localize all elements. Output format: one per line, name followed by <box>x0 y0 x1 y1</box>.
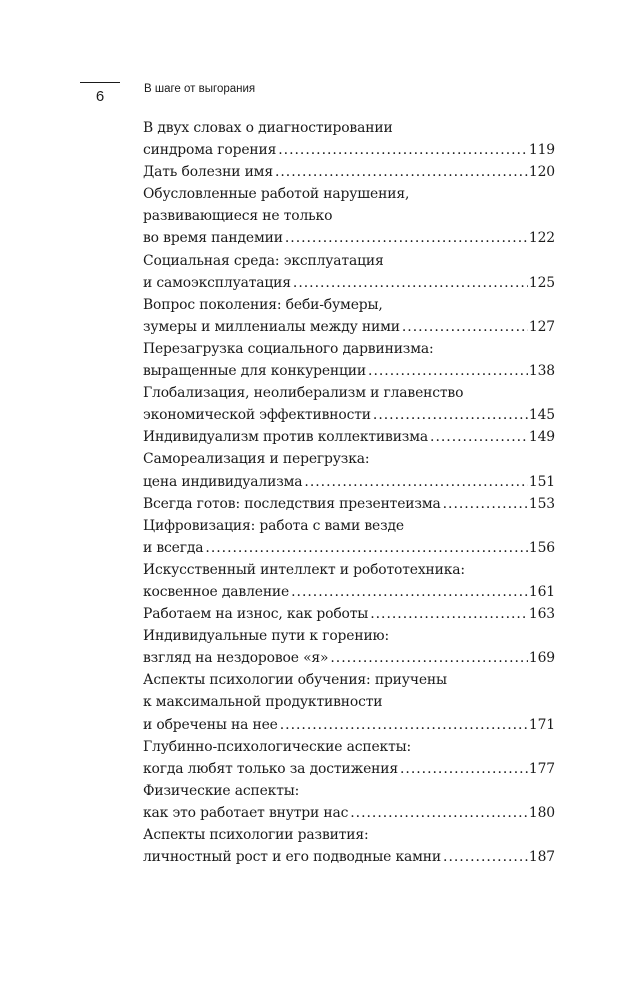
toc-entry-title-line: и самоэксплуатация <box>143 274 291 291</box>
toc-entry-title-line: Всегда готов: последствия презентеизма <box>143 495 441 512</box>
toc-entry-page-number: 177 <box>528 760 555 777</box>
toc-entry-title-line: Физические аспекты: <box>143 782 300 799</box>
dot-leader <box>304 471 528 493</box>
toc-entry-last-line <box>143 603 555 625</box>
toc-entry-page-number: 149 <box>528 429 555 446</box>
toc-entry[interactable] <box>143 382 555 426</box>
dot-leader <box>400 758 528 780</box>
toc-entry-page-number: 171 <box>528 716 555 733</box>
dot-leader <box>285 227 528 249</box>
dot-leader <box>443 493 528 515</box>
toc-entry[interactable] <box>143 603 555 625</box>
toc-entry-title-line: и всегда <box>143 539 204 556</box>
toc-entry-last-line <box>143 714 555 736</box>
dot-leader <box>278 139 528 161</box>
toc-entry[interactable] <box>143 448 555 492</box>
toc-entry[interactable] <box>143 736 555 780</box>
dot-leader <box>443 846 528 868</box>
toc-entry-title-line: к максимальной продуктивности <box>143 694 383 711</box>
toc-entry-last-line <box>143 404 555 426</box>
dot-leader <box>373 404 528 426</box>
toc-entry-title-line: личностный рост и его подводные камни <box>143 849 442 866</box>
toc-entry-title-line: взгляд на нездоровое «я» <box>143 650 329 667</box>
toc-entry[interactable] <box>143 780 555 824</box>
toc-entry-title-line: зумеры и миллениалы между ними <box>143 318 400 335</box>
toc-entry[interactable] <box>143 426 555 448</box>
toc-entry-page-number: 145 <box>528 407 555 424</box>
toc-entry-page-number: 161 <box>528 583 555 600</box>
page-number: 6 <box>95 88 105 105</box>
toc-entry-page-number: 187 <box>528 849 555 866</box>
toc-entry-page-number: 138 <box>528 363 555 380</box>
toc-entry[interactable] <box>143 824 555 868</box>
dot-leader <box>205 537 528 559</box>
toc-entry-page-number: 122 <box>528 230 555 247</box>
toc-entry-title-line: Вопрос поколения: беби-бумеры, <box>143 296 383 313</box>
toc-entry-last-line <box>143 471 555 493</box>
toc-entry-last-line <box>143 272 555 294</box>
toc-entry-page-number: 180 <box>528 804 555 821</box>
toc-entry-last-line <box>143 537 555 559</box>
dot-leader <box>330 647 528 669</box>
toc-entry-title-line: Социальная среда: эксплуатация <box>143 252 384 269</box>
toc-entry-title-line: косвенное давление <box>143 583 290 600</box>
toc-entry-last-line <box>143 139 555 161</box>
toc-entry-title-line: Самореализация и перегрузка: <box>143 451 370 468</box>
toc-entry-title-line: Дать болезни имя <box>143 164 273 181</box>
toc-entry-page-number: 169 <box>528 650 555 667</box>
dot-leader <box>402 316 528 338</box>
toc-entry[interactable] <box>143 515 555 559</box>
toc-entry[interactable] <box>143 117 555 161</box>
toc-entry-page-number: 125 <box>528 274 555 291</box>
toc-entry-page-number: 127 <box>528 318 555 335</box>
toc-entry-title-line: во время пандемии <box>143 230 283 247</box>
toc-entry-title-line: Глобализация, неолиберализм и главенство <box>143 385 464 402</box>
toc-entry-title-line: как это работает внутри нас <box>143 804 349 821</box>
toc-entry-title-line: экономической эффективности <box>143 407 371 424</box>
toc-entry-title-line: Индивидуальные пути к горению: <box>143 628 390 645</box>
toc-entry-page-number: 156 <box>528 539 555 556</box>
table-of-contents <box>143 117 555 868</box>
toc-entry-title-line: синдрома горения <box>143 142 277 159</box>
toc-entry[interactable] <box>143 669 555 735</box>
toc-entry-title-line: Цифровизация: работа с вами везде <box>143 517 404 534</box>
toc-entry-title-line: и обречены на нее <box>143 716 278 733</box>
header-rule <box>80 82 120 83</box>
toc-entry-last-line <box>143 758 555 780</box>
toc-entry[interactable] <box>143 250 555 294</box>
toc-entry-title-line: Обусловленные работой нарушения, <box>143 186 410 203</box>
toc-entry-title-line: Перезагрузка социального дарвинизма: <box>143 340 434 357</box>
toc-entry-last-line <box>143 581 555 603</box>
toc-entry[interactable] <box>143 625 555 669</box>
toc-entry-page-number: 151 <box>528 473 555 490</box>
toc-entry-page-number: 153 <box>528 495 555 512</box>
dot-leader <box>350 802 528 824</box>
toc-entry[interactable] <box>143 559 555 603</box>
toc-entry-last-line <box>143 426 555 448</box>
toc-entry-title-line: когда любят только за достижения <box>143 760 398 777</box>
toc-entry-last-line <box>143 227 555 249</box>
toc-entry-title-line: Глубинно-психологические аспекты: <box>143 738 412 755</box>
running-title: В шаге от выгорания <box>144 83 256 95</box>
toc-entry-title-line: цена индивидуализма <box>143 473 303 490</box>
dot-leader <box>430 426 528 448</box>
toc-entry-title-line: развивающиеся не только <box>143 208 333 225</box>
dot-leader <box>293 272 528 294</box>
toc-entry-title-line: Аспекты психологии развития: <box>143 827 369 843</box>
toc-entry-last-line <box>143 360 555 382</box>
dot-leader <box>275 161 528 183</box>
toc-entry[interactable] <box>143 294 555 338</box>
toc-entry-page-number: 120 <box>528 164 555 181</box>
toc-entry-last-line <box>143 316 555 338</box>
toc-entry[interactable] <box>143 493 555 515</box>
dot-leader <box>368 360 528 382</box>
toc-entry-page-number: 119 <box>528 142 555 159</box>
toc-entry-last-line <box>143 647 555 669</box>
toc-entry-page-number: 163 <box>528 606 555 623</box>
toc-entry-title-line: Работаем на износ, как роботы <box>143 606 369 623</box>
dot-leader <box>370 603 528 625</box>
toc-entry-title-line: выращенные для конкуренции <box>143 363 367 380</box>
toc-entry-last-line <box>143 846 555 868</box>
toc-entry-title-line: В двух словах о диагностировании <box>143 120 393 136</box>
toc-entry-last-line <box>143 161 555 183</box>
toc-entry-last-line <box>143 802 555 824</box>
toc-entry-last-line <box>143 493 555 515</box>
dot-leader <box>291 581 528 603</box>
toc-entry-title-line: Искусственный интеллект и робототехника: <box>143 561 465 578</box>
toc-entry[interactable] <box>143 183 555 249</box>
toc-entry-title-line: Аспекты психологии обучения: приучены <box>143 672 447 689</box>
dot-leader <box>280 714 528 736</box>
toc-entry-title-line: Индивидуализм против коллективизма <box>143 429 429 446</box>
toc-entry[interactable] <box>143 161 555 183</box>
toc-entry[interactable] <box>143 338 555 382</box>
